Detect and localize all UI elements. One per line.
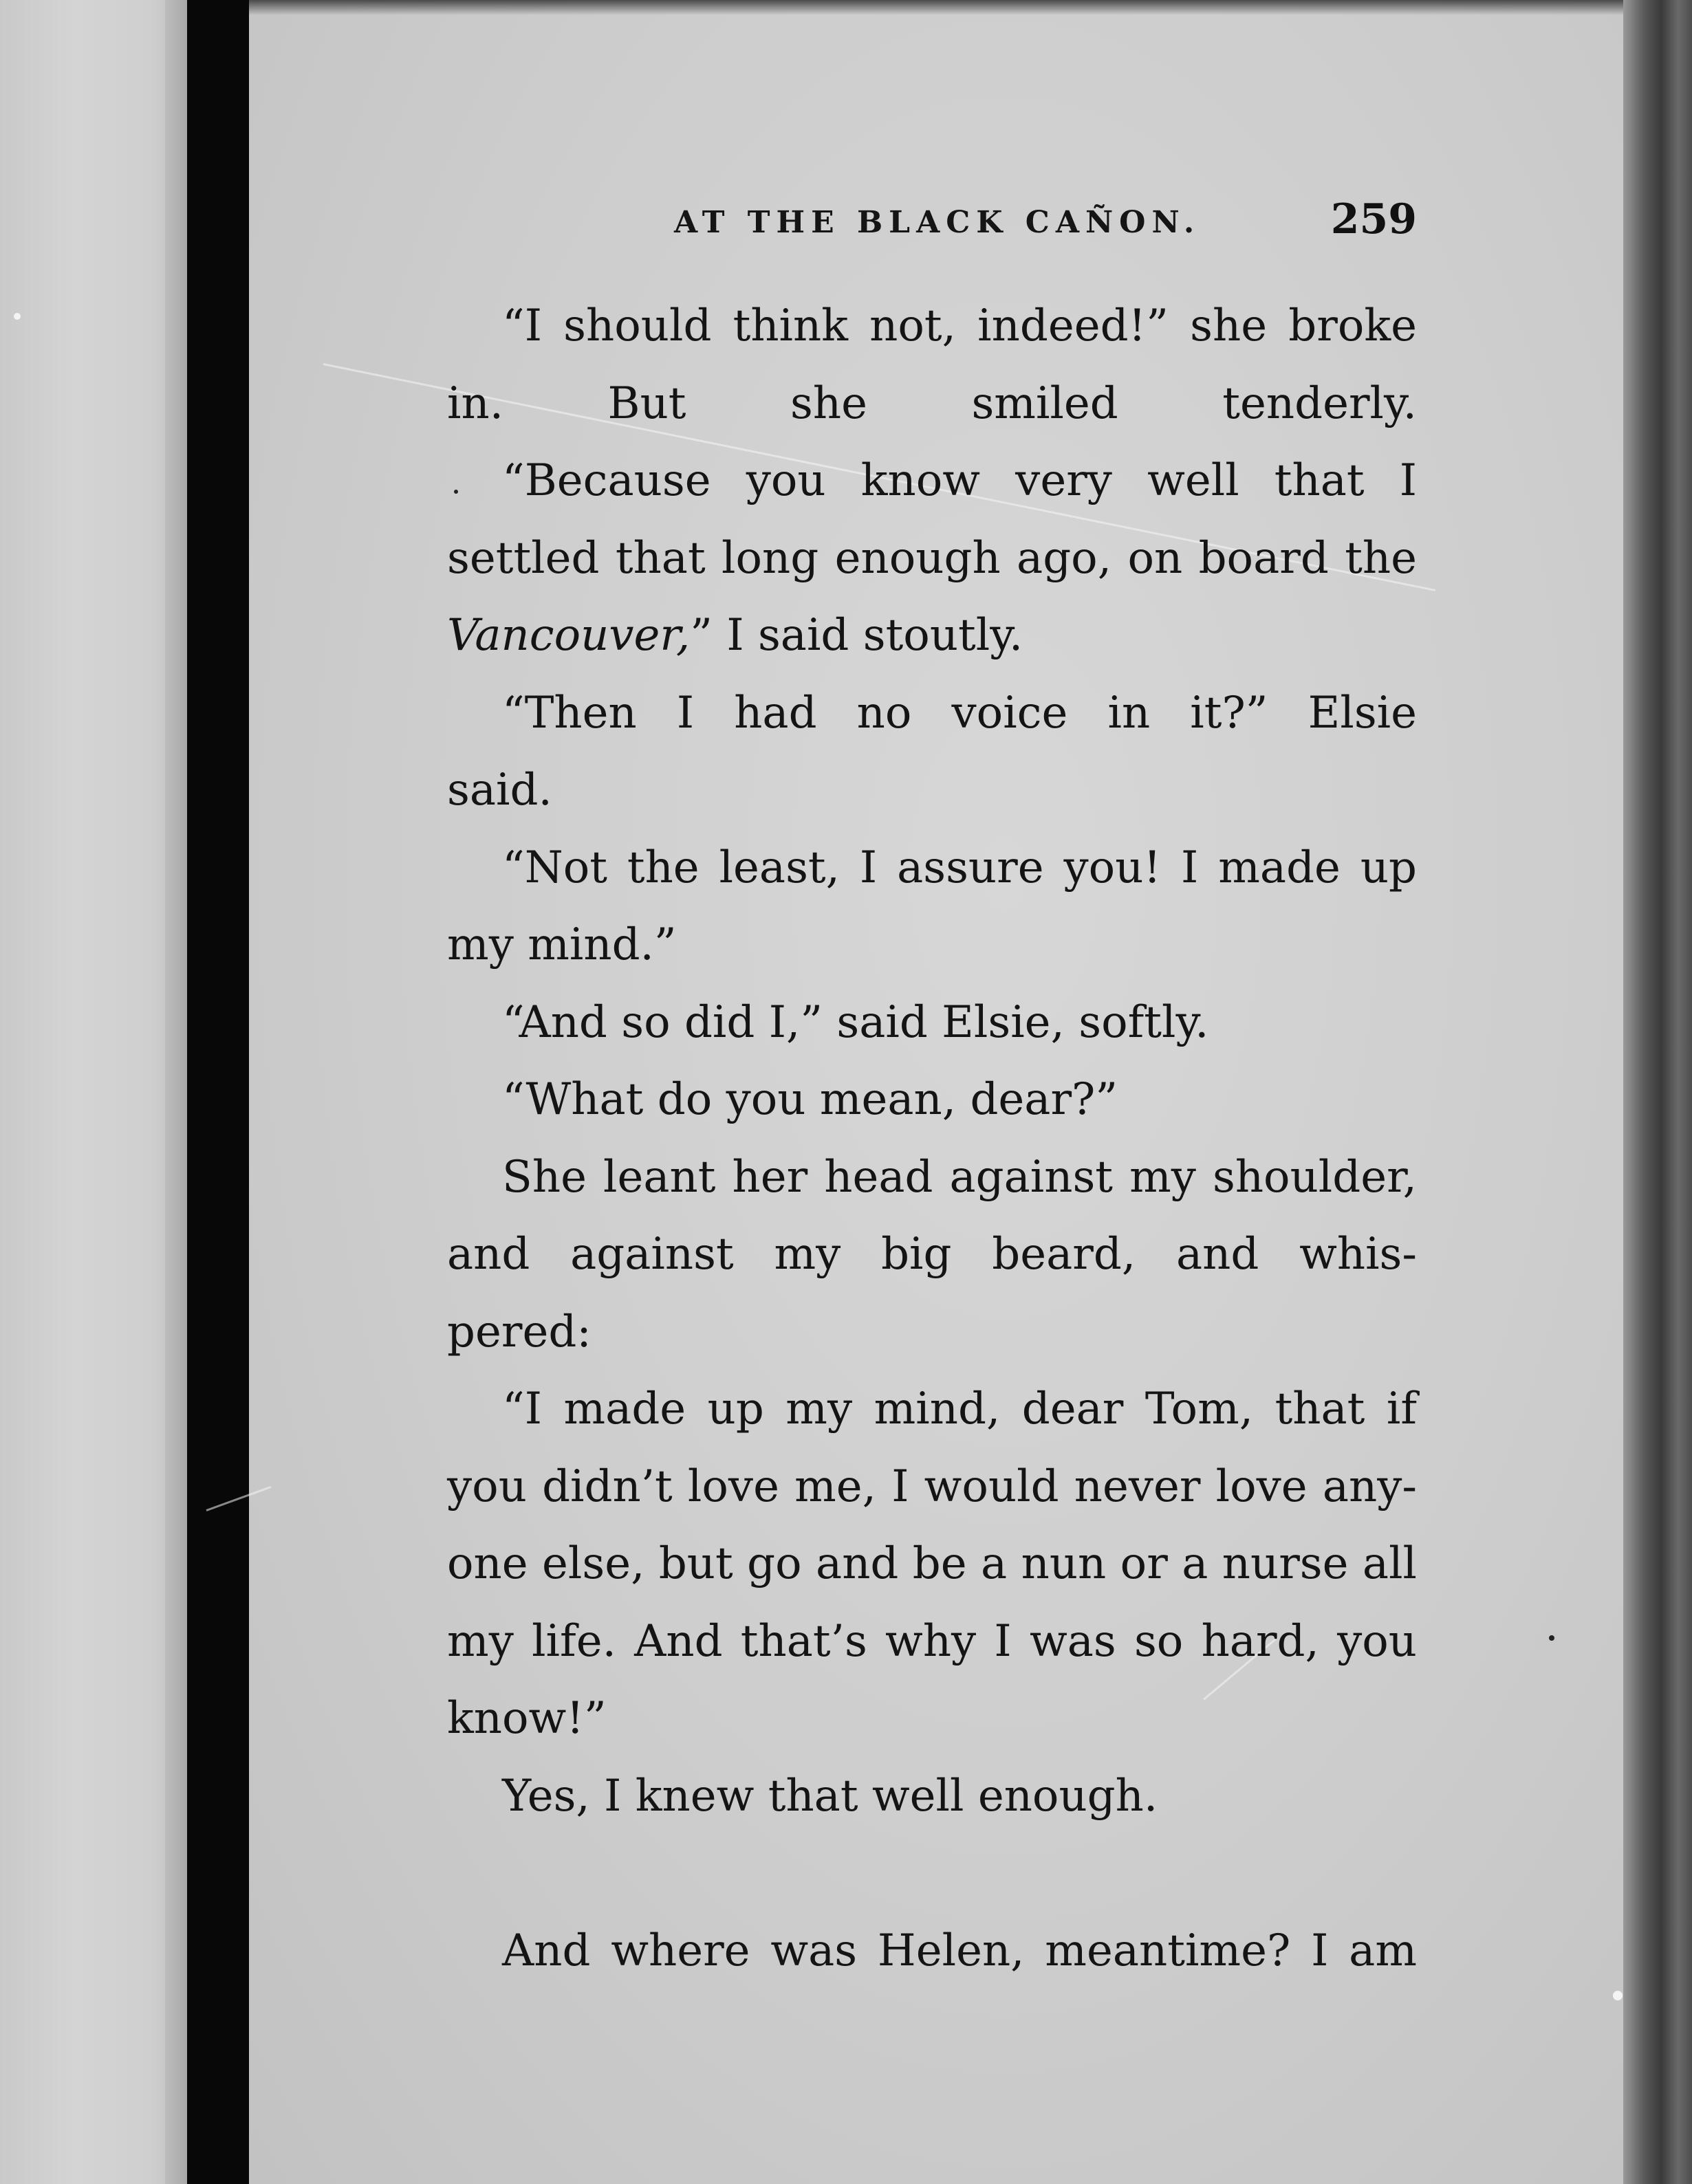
- text-line: She leant her head against my shoulder,: [502, 1151, 1417, 1203]
- section-break: [447, 1835, 1417, 1912]
- scan-speck: [1613, 1991, 1623, 2000]
- body-text: [447, 287, 1417, 1989]
- running-head: AT THE BLACK CAÑON.: [674, 205, 1201, 240]
- text-line: and against my big beard, and whis-: [447, 1229, 1417, 1280]
- page-block-edge: [1623, 0, 1692, 2184]
- page-top-shadow: [249, 0, 1623, 15]
- text-line: “What do you mean, dear?”: [502, 1074, 1118, 1125]
- book-gutter: [187, 0, 249, 2184]
- text-line: And where was Helen, meantime? I am: [502, 1925, 1417, 1976]
- text-line: “Because you know very well that I: [502, 455, 1417, 506]
- page-number: 259: [1330, 195, 1417, 243]
- scan-speck: [14, 313, 21, 320]
- text-line: Yes, I knew that well enough.: [502, 1770, 1158, 1822]
- text-line: “Not the least, I assure you! I made up: [502, 842, 1417, 893]
- text-line: pered:: [447, 1306, 592, 1357]
- text-line: my life. And that’s why I was so hard, you: [447, 1615, 1417, 1667]
- text-line: in. But she smiled tenderly.: [447, 378, 1417, 429]
- text-line: settled that long enough ago, on board the: [447, 532, 1417, 584]
- text-line: “I should think not, indeed!” she broke: [502, 301, 1417, 351]
- text-line: know!”: [447, 1693, 607, 1744]
- text-line: my mind.”: [447, 919, 677, 970]
- text-line: “I made up my mind, dear Tom, that if: [502, 1384, 1417, 1434]
- text-line: one else, but go and be a nun or a nurse all: [447, 1538, 1417, 1589]
- text-line: “And so did I,” said Elsie, softly.: [502, 996, 1209, 1048]
- scan-speck: [1549, 1635, 1554, 1641]
- text-line: “Then I had no voice in it?” Elsie: [502, 687, 1417, 739]
- ship-name: Vancouver,: [447, 610, 691, 661]
- text-line: Vancouver,” I said stoutly.: [447, 610, 1023, 661]
- facing-page-left: [0, 0, 187, 2184]
- text-line: you didn’t love me, I would never love any-: [447, 1461, 1417, 1512]
- text-line: said.: [447, 765, 552, 816]
- facing-page-edge: [165, 0, 187, 2184]
